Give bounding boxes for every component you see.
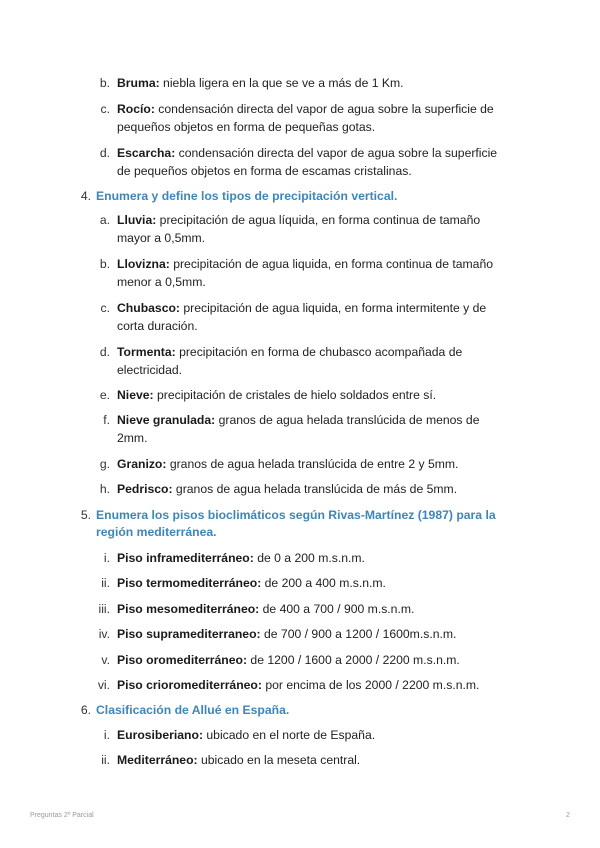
list-marker: v. (101, 653, 110, 667)
definition: condensación directa del vapor de agua sobre la superficie (175, 146, 498, 160)
term: Tormenta: (117, 345, 176, 359)
list-marker: c. (100, 102, 110, 116)
list-item-inframediterraneo (117, 550, 365, 566)
definition: ubicado en el norte de España. (203, 728, 376, 742)
definition: condensación directa del vapor de agua sobre la superficie de (154, 102, 494, 116)
term: Llovizna: (117, 257, 170, 271)
list-item-bruma (117, 75, 404, 91)
definition: granos de agua helada translúcida de entre 2 y 5mm. (166, 457, 459, 471)
definition: por encima de los 2000 / 2200 m.s.n.m. (261, 678, 480, 692)
list-item-tormenta (117, 344, 462, 360)
term: Nieve granulada: (117, 413, 216, 427)
list-marker: ii. (101, 753, 110, 767)
list-marker: i. (103, 728, 110, 742)
definition-continuation: 2mm. (117, 431, 148, 445)
definition: precipitación de cristales de hielo soldados entre sí. (153, 388, 437, 402)
list-marker: vi. (97, 678, 110, 692)
question-5-title-continuation: región mediterránea. (96, 525, 217, 539)
question-number: 4. (80, 189, 91, 203)
term: Lluvia: (117, 213, 157, 227)
list-item-eurosiberiano (117, 727, 375, 743)
list-marker: c. (100, 301, 110, 315)
definition-continuation: menor a 0,5mm. (117, 275, 206, 289)
definition-continuation: mayor a 0,5mm. (117, 231, 206, 245)
definition: de 700 / 900 a 1200 / 1600m.s.n.m. (260, 627, 457, 641)
definition: de 0 a 200 m.s.n.m. (253, 551, 365, 565)
definition: precipitación en forma de chubasco acompañada de (175, 345, 463, 359)
list-marker: g. (99, 457, 110, 471)
definition: ubicado en la meseta central. (197, 753, 361, 767)
list-item-nieve (117, 387, 436, 403)
list-item-granizo (117, 456, 458, 472)
list-marker: d. (99, 345, 110, 359)
term: Granizo: (117, 457, 167, 471)
term: Escarcha: (117, 146, 176, 160)
question-4-title: Enumera y define los tipos de precipitación vertical. (96, 189, 398, 203)
definition-continuation: pequeños objetos en forma de pequeñas gotas. (117, 120, 376, 134)
list-item-termomediterraneo (117, 575, 386, 591)
list-marker: iii. (98, 602, 110, 616)
list-item-crioromediterraneo (117, 677, 479, 693)
term: Piso termomediterráneo: (117, 576, 262, 590)
list-marker: i. (103, 551, 110, 565)
question-6-title: Clasificación de Allué en España. (96, 703, 290, 717)
list-item-lluvia (117, 212, 480, 228)
term: Piso supramediterraneo: (117, 627, 261, 641)
definition: granos de agua helada translúcida de menos de (215, 413, 480, 427)
list-marker: b. (99, 76, 110, 90)
definition: de 1200 / 1600 a 2000 / 2200 m.s.n.m. (247, 653, 460, 667)
definition-continuation: electricidad. (117, 363, 183, 377)
term: Piso oromediterráneo: (117, 653, 248, 667)
definition: precipitación de agua líquida, en forma continua de tamaño (156, 213, 481, 227)
list-item-oromediterraneo (117, 652, 460, 668)
list-marker: iv. (98, 627, 110, 641)
term: Piso crioromediterráneo: (117, 678, 262, 692)
list-item-rocio (117, 101, 494, 117)
definition-continuation: corta duración. (117, 319, 198, 333)
list-marker: d. (99, 146, 110, 160)
term: Piso inframediterráneo: (117, 551, 254, 565)
list-marker: a. (99, 213, 110, 227)
definition-continuation: de pequeños objetos en forma de escamas cristalinas. (117, 164, 412, 178)
term: Piso mesomediterráneo: (117, 602, 260, 616)
definition: de 200 a 400 m.s.n.m. (261, 576, 386, 590)
definition: precipitación de agua liquida, en forma intermitente y de (179, 301, 487, 315)
list-marker: f. (103, 413, 110, 427)
term: Bruma: (117, 76, 160, 90)
term: Nieve: (117, 388, 154, 402)
term: Rocío: (117, 102, 155, 116)
list-item-nieve-granulada (117, 412, 479, 428)
list-item-llovizna (117, 256, 493, 272)
question-number: 6. (80, 703, 91, 717)
term: Mediterráneo: (117, 753, 198, 767)
page-number: 2 (566, 812, 570, 819)
list-item-escarcha (117, 145, 497, 161)
list-item-supramediterraneo (117, 626, 456, 642)
definition: niebla ligera en la que se ve a más de 1 Km. (159, 76, 404, 90)
footer-title: Preguntas 2º Parcial (30, 812, 94, 819)
list-marker: b. (99, 257, 110, 271)
term: Chubasco: (117, 301, 180, 315)
list-item-pedrisco (117, 481, 457, 497)
definition: granos de agua helada translúcida de más de 5mm. (172, 482, 458, 496)
definition: precipitación de agua liquida, en forma continua de tamaño (169, 257, 494, 271)
list-marker: ii. (101, 576, 110, 590)
term: Eurosiberiano: (117, 728, 204, 742)
list-marker: h. (99, 482, 110, 496)
list-item-mediterraneo (117, 752, 360, 768)
term: Pedrisco: (117, 482, 173, 496)
list-item-mesomediterraneo (117, 601, 414, 617)
list-item-chubasco (117, 300, 486, 316)
question-number: 5. (80, 508, 91, 522)
list-marker: e. (99, 388, 110, 402)
definition: de 400 a 700 / 900 m.s.n.m. (259, 602, 415, 616)
question-5-title: Enumera los pisos bioclimáticos según Rivas-Martínez (1987) para la (96, 508, 496, 522)
